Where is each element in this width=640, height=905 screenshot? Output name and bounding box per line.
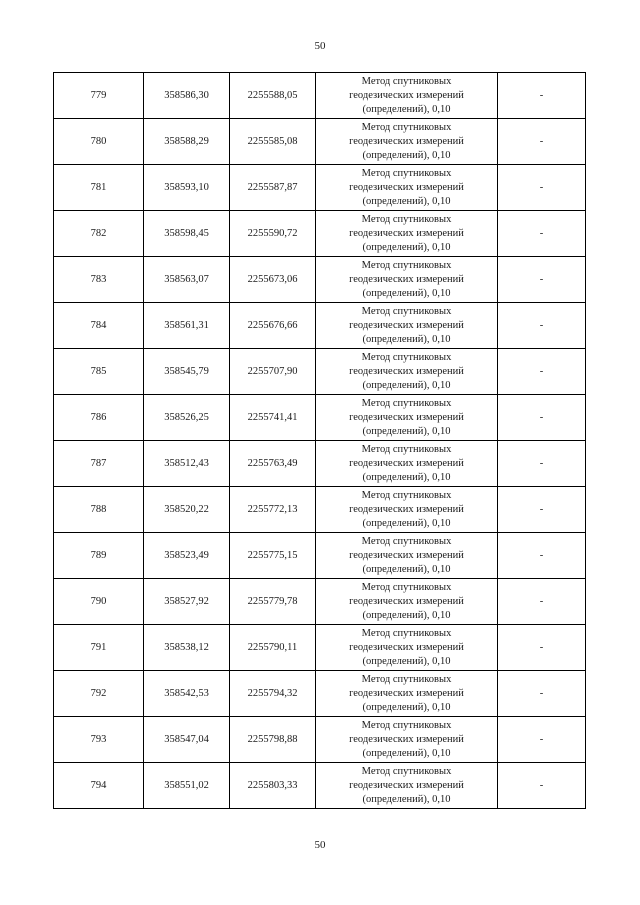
method-line: геодезических измерений: [349, 181, 464, 193]
x-coordinate-cell: 358542,53: [144, 671, 230, 717]
method-line: (определений), 0,10: [362, 287, 451, 299]
y-coordinate-cell: 2255779,78: [230, 579, 316, 625]
x-coordinate-cell: 358598,45: [144, 211, 230, 257]
point-number-cell: 780: [54, 119, 144, 165]
table-row: [54, 73, 586, 119]
note-cell: -: [498, 119, 586, 165]
note-cell: -: [498, 257, 586, 303]
method-line: (определений), 0,10: [362, 379, 451, 391]
point-number-cell: 792: [54, 671, 144, 717]
method-line: (определений), 0,10: [362, 425, 451, 437]
point-number-cell: 789: [54, 533, 144, 579]
point-number-cell: 784: [54, 303, 144, 349]
method-line: Метод спутниковых: [361, 397, 452, 409]
method-line: Метод спутниковых: [361, 121, 452, 133]
point-number-cell: 791: [54, 625, 144, 671]
note-cell: -: [498, 763, 586, 809]
x-coordinate-cell: 358586,30: [144, 73, 230, 119]
x-coordinate-cell: 358588,29: [144, 119, 230, 165]
y-coordinate-cell: 2255772,13: [230, 487, 316, 533]
method-line: Метод спутниковых: [361, 765, 452, 777]
x-coordinate-cell: 358545,79: [144, 349, 230, 395]
method-line: геодезических измерений: [349, 779, 464, 791]
method-cell: [316, 441, 498, 487]
y-coordinate-cell: 2255790,11: [230, 625, 316, 671]
method-cell: [316, 73, 498, 119]
method-line: геодезических измерений: [349, 365, 464, 377]
table-row: [54, 533, 586, 579]
table-row: [54, 395, 586, 441]
y-coordinate-cell: 2255741,41: [230, 395, 316, 441]
x-coordinate-cell: 358527,92: [144, 579, 230, 625]
method-cell: [316, 717, 498, 763]
method-line: Метод спутниковых: [361, 213, 452, 225]
point-number-cell: 787: [54, 441, 144, 487]
point-number-cell: 794: [54, 763, 144, 809]
x-coordinate-cell: 358523,49: [144, 533, 230, 579]
y-coordinate-cell: 2255673,06: [230, 257, 316, 303]
x-coordinate-cell: 358512,43: [144, 441, 230, 487]
method-line: (определений), 0,10: [362, 103, 451, 115]
page-number-bottom: 50: [314, 839, 326, 851]
note-cell: -: [498, 441, 586, 487]
point-number-cell: 785: [54, 349, 144, 395]
method-cell: [316, 165, 498, 211]
method-line: Метод спутниковых: [361, 489, 452, 501]
note-cell: -: [498, 73, 586, 119]
method-line: геодезических измерений: [349, 503, 464, 515]
point-number-cell: 786: [54, 395, 144, 441]
y-coordinate-cell: 2255775,15: [230, 533, 316, 579]
point-number-cell: 783: [54, 257, 144, 303]
y-coordinate-cell: 2255763,49: [230, 441, 316, 487]
method-line: Метод спутниковых: [361, 673, 452, 685]
note-cell: -: [498, 625, 586, 671]
method-line: (определений), 0,10: [362, 747, 451, 759]
y-coordinate-cell: 2255707,90: [230, 349, 316, 395]
note-cell: -: [498, 303, 586, 349]
note-cell: -: [498, 533, 586, 579]
table-row: [54, 165, 586, 211]
method-line: геодезических измерений: [349, 549, 464, 561]
table-row: [54, 303, 586, 349]
table-row: [54, 211, 586, 257]
note-cell: -: [498, 165, 586, 211]
method-line: (определений), 0,10: [362, 609, 451, 621]
point-number-cell: 788: [54, 487, 144, 533]
y-coordinate-cell: 2255590,72: [230, 211, 316, 257]
method-line: Метод спутниковых: [361, 443, 452, 455]
method-line: (определений), 0,10: [362, 517, 451, 529]
table-row: [54, 579, 586, 625]
method-line: геодезических измерений: [349, 595, 464, 607]
x-coordinate-cell: 358547,04: [144, 717, 230, 763]
method-line: (определений), 0,10: [362, 793, 451, 805]
method-line: Метод спутниковых: [361, 627, 452, 639]
point-number-cell: 793: [54, 717, 144, 763]
table-row: [54, 257, 586, 303]
x-coordinate-cell: 358593,10: [144, 165, 230, 211]
y-coordinate-cell: 2255588,05: [230, 73, 316, 119]
point-number-cell: 781: [54, 165, 144, 211]
table-row: [54, 671, 586, 717]
method-line: Метод спутниковых: [361, 535, 452, 547]
method-line: Метод спутниковых: [361, 259, 452, 271]
coordinates-table: [53, 72, 586, 809]
table-row: [54, 487, 586, 533]
method-line: геодезических измерений: [349, 641, 464, 653]
method-cell: [316, 303, 498, 349]
method-cell: [316, 579, 498, 625]
x-coordinate-cell: 358520,22: [144, 487, 230, 533]
note-cell: -: [498, 487, 586, 533]
method-line: геодезических измерений: [349, 89, 464, 101]
x-coordinate-cell: 358526,25: [144, 395, 230, 441]
y-coordinate-cell: 2255794,32: [230, 671, 316, 717]
note-cell: -: [498, 579, 586, 625]
method-line: (определений), 0,10: [362, 563, 451, 575]
point-number-cell: 782: [54, 211, 144, 257]
table-row: [54, 625, 586, 671]
method-line: (определений), 0,10: [362, 333, 451, 345]
method-line: Метод спутниковых: [361, 351, 452, 363]
method-cell: [316, 119, 498, 165]
note-cell: -: [498, 211, 586, 257]
method-cell: [316, 625, 498, 671]
method-cell: [316, 257, 498, 303]
method-line: (определений), 0,10: [362, 701, 451, 713]
method-line: геодезических измерений: [349, 319, 464, 331]
method-cell: [316, 395, 498, 441]
method-line: геодезических измерений: [349, 457, 464, 469]
y-coordinate-cell: 2255587,87: [230, 165, 316, 211]
method-line: (определений), 0,10: [362, 655, 451, 667]
note-cell: -: [498, 717, 586, 763]
note-cell: -: [498, 395, 586, 441]
method-line: (определений), 0,10: [362, 149, 451, 161]
y-coordinate-cell: 2255585,08: [230, 119, 316, 165]
method-line: Метод спутниковых: [361, 719, 452, 731]
method-line: геодезических измерений: [349, 687, 464, 699]
x-coordinate-cell: 358561,31: [144, 303, 230, 349]
method-line: геодезических измерений: [349, 733, 464, 745]
method-line: геодезических измерений: [349, 227, 464, 239]
y-coordinate-cell: 2255803,33: [230, 763, 316, 809]
method-cell: [316, 349, 498, 395]
method-line: (определений), 0,10: [362, 471, 451, 483]
coordinates-table-body: [54, 73, 586, 809]
table-row: [54, 349, 586, 395]
method-line: (определений), 0,10: [362, 241, 451, 253]
table-row: [54, 119, 586, 165]
point-number-cell: 790: [54, 579, 144, 625]
method-cell: [316, 671, 498, 717]
method-line: (определений), 0,10: [362, 195, 451, 207]
y-coordinate-cell: 2255676,66: [230, 303, 316, 349]
method-cell: [316, 533, 498, 579]
page-number-top: 50: [314, 40, 326, 52]
method-line: Метод спутниковых: [361, 167, 452, 179]
method-line: геодезических измерений: [349, 411, 464, 423]
x-coordinate-cell: 358563,07: [144, 257, 230, 303]
note-cell: -: [498, 671, 586, 717]
method-line: геодезических измерений: [349, 273, 464, 285]
table-row: [54, 763, 586, 809]
method-cell: [316, 487, 498, 533]
method-line: Метод спутниковых: [361, 581, 452, 593]
method-line: Метод спутниковых: [361, 75, 452, 87]
point-number-cell: 779: [54, 73, 144, 119]
x-coordinate-cell: 358551,02: [144, 763, 230, 809]
table-row: [54, 441, 586, 487]
method-cell: [316, 763, 498, 809]
method-line: Метод спутниковых: [361, 305, 452, 317]
method-line: геодезических измерений: [349, 135, 464, 147]
note-cell: -: [498, 349, 586, 395]
x-coordinate-cell: 358538,12: [144, 625, 230, 671]
method-cell: [316, 211, 498, 257]
table-row: [54, 717, 586, 763]
y-coordinate-cell: 2255798,88: [230, 717, 316, 763]
